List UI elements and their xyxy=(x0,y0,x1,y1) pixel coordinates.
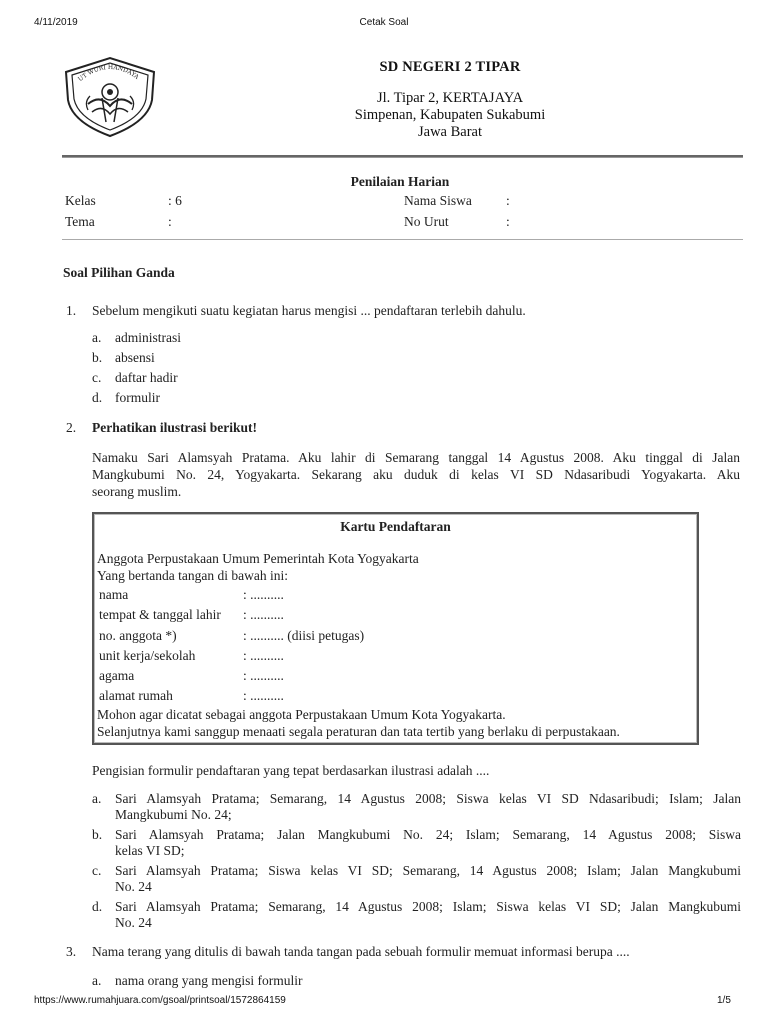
card-row-label: tempat & tanggal lahir xyxy=(99,607,221,622)
q1-number: 1. xyxy=(66,303,77,318)
no-urut-value: : xyxy=(506,214,510,229)
school-address-line1: Jl. Tipar 2, KERTAJAYA xyxy=(376,90,524,106)
q1-option-c[interactable]: daftar hadir xyxy=(115,370,178,385)
print-title: Cetak Soal xyxy=(359,17,409,28)
q2-option-d-line1[interactable]: Sari Alamsyah Pratama; Semarang, 14 Agustus 2008; Islam; Siswa kelas VI SD; Jalan Mangkubumi xyxy=(115,899,741,914)
card-row-label: unit kerja/sekolah xyxy=(99,648,196,663)
tema-value: : xyxy=(168,214,172,229)
card-row-label: agama xyxy=(99,668,135,683)
card-row-value: : .......... xyxy=(243,688,284,703)
q1-option-a-letter: a. xyxy=(92,330,102,345)
q3-option-a[interactable]: nama orang yang mengisi formulir xyxy=(115,973,303,988)
card-row-value: : .......... xyxy=(243,668,284,683)
q1-option-b-letter: b. xyxy=(92,350,103,365)
card-line2: Yang bertanda tangan di bawah ini: xyxy=(97,568,288,583)
q1-option-b[interactable]: absensi xyxy=(115,350,155,365)
card-line1: Anggota Perpustakaan Umum Pemerintah Kota Yogyakarta xyxy=(97,551,419,566)
print-url: https://www.rumahjuara.com/gsoal/printsoal/1572864159 xyxy=(34,995,286,1006)
q2-option-d-line2[interactable]: No. 24 xyxy=(115,915,152,930)
q2-option-c-line1[interactable]: Sari Alamsyah Pratama; Siswa kelas VI SD; Semarang, 14 Agustus 2008; Islam; Jalan Mangkubumi xyxy=(115,863,741,878)
card-row-value: : .......... (diisi petugas) xyxy=(243,628,365,643)
info-divider xyxy=(62,239,743,240)
q2-passage-line1: Namaku Sari Alamsyah Pratama. Aku lahir di Semarang tanggal 14 Agustus 2008. Aku tinggal di Jalan xyxy=(92,450,740,465)
q2-number: 2. xyxy=(66,420,77,435)
q2-option-b-line1[interactable]: Sari Alamsyah Pratama; Jalan Mangkubumi No. 24; Islam; Semarang, 14 Agustus 2008; Siswa xyxy=(115,827,741,842)
exam-title: Penilaian Harian xyxy=(350,174,450,189)
kelas-value: : 6 xyxy=(168,193,182,208)
q2-option-a-letter: a. xyxy=(92,791,102,806)
nama-siswa-label: Nama Siswa xyxy=(404,193,472,208)
card-row-value: : .......... xyxy=(243,648,284,663)
header-divider xyxy=(62,155,743,158)
svg-text:TUT WURI HANDAYANI: UT WURI HANDAYA xyxy=(76,63,140,84)
print-page-number: 1/5 xyxy=(717,995,731,1006)
q2-option-a-line1[interactable]: Sari Alamsyah Pratama; Semarang, 14 Agustus 2008; Siswa kelas VI SD Ndasaribudi; Islam; Jalan xyxy=(115,791,741,806)
q3-option-a-letter: a. xyxy=(92,973,102,988)
q2-question: Pengisian formulir pendaftaran yang tepat berdasarkan ilustrasi adalah .... xyxy=(92,763,490,778)
q1-text: Sebelum mengikuti suatu kegiatan harus mengisi ... pendaftaran terlebih dahulu. xyxy=(92,303,526,318)
no-urut-label: No Urut xyxy=(404,214,449,229)
q3-text: Nama terang yang ditulis di bawah tanda tangan pada sebuah formulir memuat informasi berupa .... xyxy=(92,944,630,959)
tut-wuri-handayani-emblem-icon xyxy=(62,52,158,138)
q2-option-a-line2[interactable]: Mangkubumi No. 24; xyxy=(115,807,232,822)
section-title: Soal Pilihan Ganda xyxy=(63,265,175,280)
q2-passage-line3: seorang muslim. xyxy=(92,484,182,499)
card-row-value: : .......... xyxy=(243,607,284,622)
q3-number: 3. xyxy=(66,944,77,959)
q2-option-c-line2[interactable]: No. 24 xyxy=(115,879,152,894)
card-row-label: no. anggota *) xyxy=(99,628,177,643)
card-footer2: Selanjutnya kami sanggup menaati segala peraturan dan tata tertib yang berlaku di perpustakaan. xyxy=(97,724,620,739)
card-footer1: Mohon agar dicatat sebagai anggota Perpustakaan Umum Kota Yogyakarta. xyxy=(97,707,506,722)
card-row-value: : .......... xyxy=(243,587,284,602)
card-title: Kartu Pendaftaran xyxy=(340,519,451,534)
school-logo xyxy=(62,52,158,138)
q2-option-b-letter: b. xyxy=(92,827,103,842)
q2-option-d-letter: d. xyxy=(92,899,103,914)
q1-option-c-letter: c. xyxy=(92,370,102,385)
q1-option-d[interactable]: formulir xyxy=(115,390,160,405)
q1-option-d-letter: d. xyxy=(92,390,103,405)
tema-label: Tema xyxy=(65,214,95,229)
school-name: SD NEGERI 2 TIPAR xyxy=(379,59,521,75)
school-address-line3: Jawa Barat xyxy=(417,124,482,140)
q2-passage-line2: Mangkubumi No. 24, Yogyakarta. Sekarang aku duduk di kelas VI SD Ndasaribudi Yogyakarta. Aku xyxy=(92,467,740,482)
card-row-label: alamat rumah xyxy=(99,688,173,703)
q2-heading: Perhatikan ilustrasi berikut! xyxy=(92,420,258,435)
card-row-label: nama xyxy=(99,587,129,602)
print-date: 4/11/2019 xyxy=(34,17,78,28)
q1-option-a[interactable]: administrasi xyxy=(115,330,181,345)
nama-siswa-value: : xyxy=(506,193,510,208)
q2-option-b-line2[interactable]: kelas VI SD; xyxy=(115,843,185,858)
q2-option-c-letter: c. xyxy=(92,863,102,878)
school-address-line2: Simpenan, Kabupaten Sukabumi xyxy=(354,107,546,123)
kelas-label: Kelas xyxy=(65,193,96,208)
